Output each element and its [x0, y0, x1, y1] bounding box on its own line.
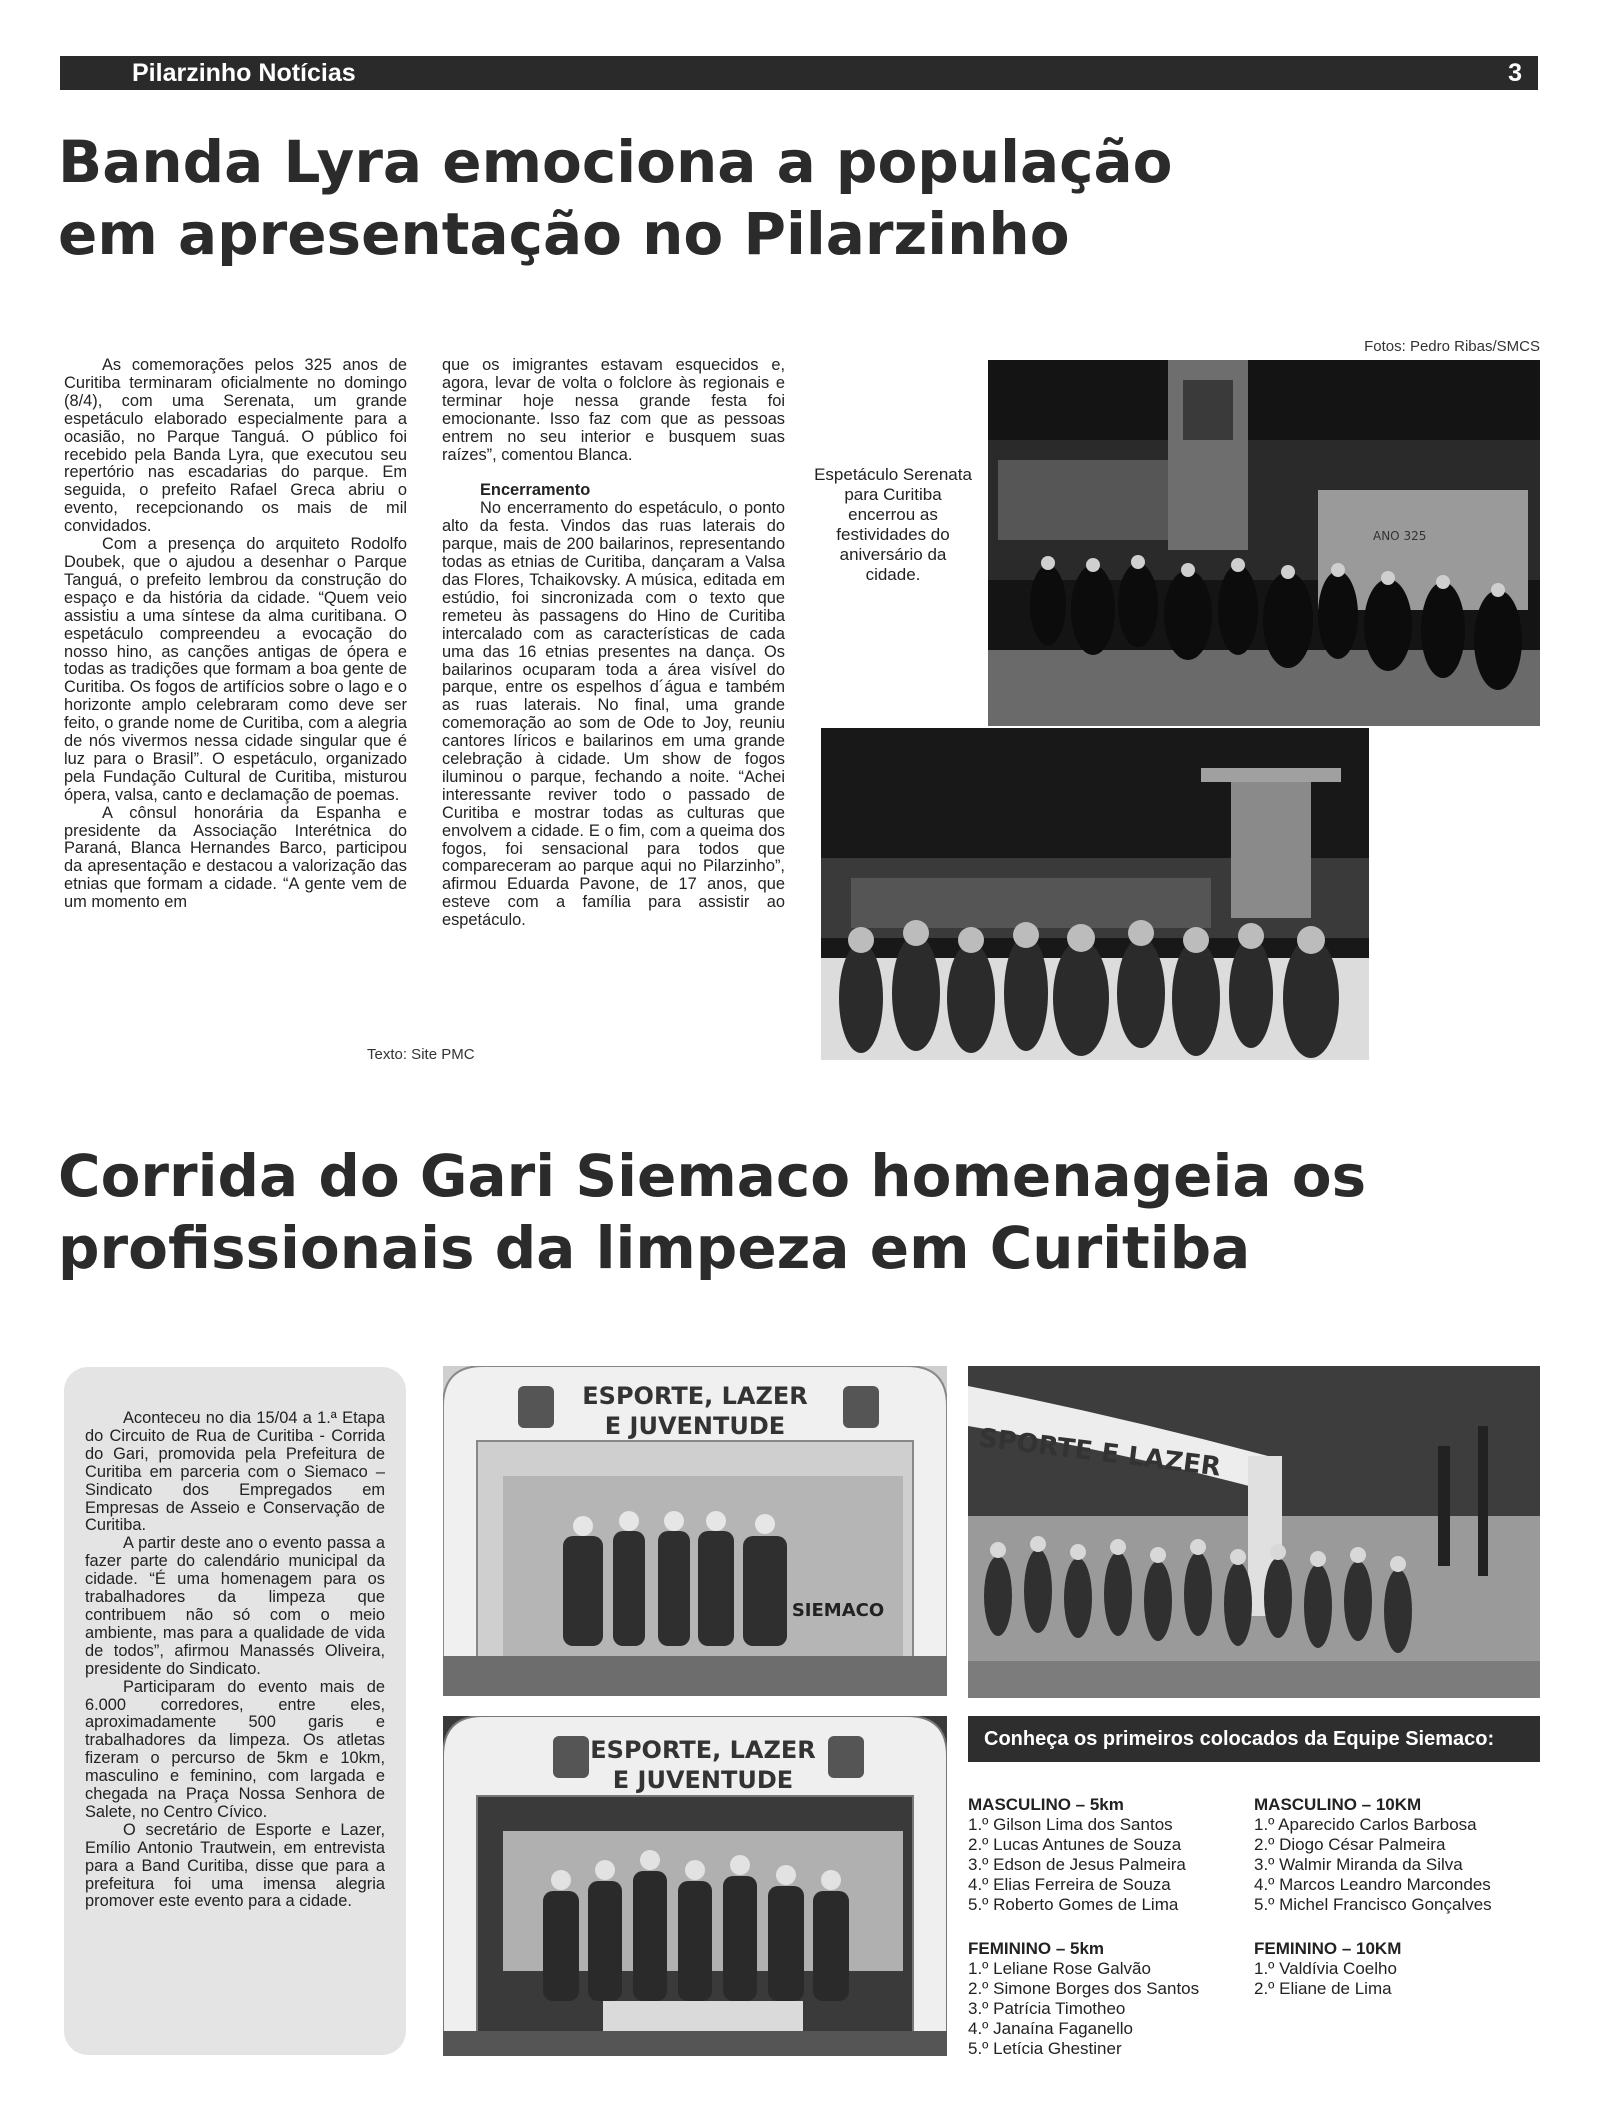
photo-podium-arch-1: [443, 1366, 947, 1696]
photo1-banner-text: ANO 325: [1373, 529, 1427, 543]
result-item: 1.º Valdívia Coelho: [1254, 1959, 1397, 1978]
article2-paragraph: Aconteceu no dia 15/04 a 1.ª Etapa do Circuito de Rua de Curitiba - Corrida do Gari, promovida pela Prefeitura de Curitiba em parceria com o Siemaco – Sindicato dos Empregados em Empresas de Asseio e Conservação de Curitiba.: [85, 1409, 385, 1535]
result-item: 2.º Simone Borges dos Santos: [968, 1979, 1200, 1998]
results-heading: MASCULINO – 5km: [968, 1795, 1124, 1814]
result-item: 2.º Lucas Antunes de Souza: [968, 1835, 1182, 1854]
results-fem-10km: [1254, 1939, 1540, 1999]
result-item: 5.º Letícia Ghestiner: [968, 2039, 1122, 2058]
results-heading: FEMININO – 5km: [968, 1939, 1105, 1958]
article2-body: [85, 1410, 385, 1911]
article1-subheading: Encerramento: [480, 481, 591, 500]
article1-headline-line2: em apresentação no Pilarzinho: [58, 200, 1070, 268]
page-header-bar: [60, 56, 1538, 90]
publication-name: Pilarzinho Notícias: [132, 59, 356, 87]
results-masc-5km: [968, 1795, 1248, 1915]
result-item: 4.º Janaína Faganello: [968, 2019, 1133, 2038]
arch-text-line1b: ESPORTE, LAZER: [590, 1736, 816, 1764]
article1-headline: [58, 126, 1258, 270]
result-item: 2.º Diogo César Palmeira: [1254, 1835, 1446, 1854]
result-item: 1.º Gilson Lima dos Santos: [968, 1815, 1173, 1834]
photo-runners-start: [968, 1366, 1540, 1698]
article1-paragraph: que os imigrantes estavam esquecidos e, agora, levar de volta o folclore às regionais e terminar hoje nessa grande festa foi emocionante. Isso faz com que as pessoas entrem no seu interior e busquem suas raízes”, comentou Blanca.: [442, 356, 785, 464]
photo-group-celebration: [821, 728, 1369, 1060]
article1-headline-line1: Banda Lyra emociona a população: [58, 128, 1173, 196]
article1-column-2: [442, 357, 785, 930]
result-item: 1.º Leliane Rose Galvão: [968, 1959, 1151, 1978]
results-title-bar: Conheça os primeiros colocados da Equipe Siemaco:: [968, 1716, 1540, 1762]
article2-paragraph: Participaram do evento mais de 6.000 corredores, entre eles, aproximadamente 500 garis e trabalhadores da limpeza. Os atletas fizeram o percurso de 5km e 10km, masculino e feminino, com largada e chegada na Praça Nossa Senhora de Salete, no Centro Cívico.: [85, 1677, 385, 1821]
result-item: 4.º Elias Ferreira de Souza: [968, 1875, 1171, 1894]
article1-paragraph: A cônsul honorária da Espanha e presidente da Associação Interétnica do Paraná, Blanca Hernandes Barco, participou da apresentação e destacou a valorização das etnias que formam a cidade. “A gente vem de um momento em: [64, 803, 407, 912]
photo-caption: Espetáculo Serenata para Curitiba encerrou as festividades do aniversário da cidade.: [814, 465, 972, 584]
result-item: 3.º Patrícia Timotheo: [968, 1999, 1126, 2018]
article1-column-1: [64, 357, 407, 912]
article1-paragraph: As comemorações pelos 325 anos de Curitiba terminaram oficialmente no domingo (8/4), com uma Serenata, um grande espetáculo elaborado especialmente para a ocasião, no Parque Tanguá. O público foi recebido pela Banda Lyra, que executou seu repertório nas escadarias do parque. Em seguida, o prefeito Rafael Greca abriu o evento, recepcionando os mais de mil convidados.: [64, 356, 407, 536]
photo-dancers-stage: [988, 360, 1540, 726]
result-item: 1.º Aparecido Carlos Barbosa: [1254, 1815, 1477, 1834]
article1-paragraph: No encerramento do espetáculo, o ponto alto da festa. Vindos das ruas laterais do parque, mais de 200 bailarinos, representando todas as etnias de Curitiba, dançaram a Valsa das Flores, Tchaikovsky. A música, editada em estúdio, foi sincronizada com o texto que remeteu às passagens do Hino de Curitiba intercalado com as características de cada uma das 16 etnias presentes na dança. Os bailarinos ocuparam toda a área visível do parque, entre os espelhos d´água e também as ruas laterais. No final, uma grande comemoração ao som de Ode to Joy, reuniu cantores líricos e bailarinos em uma grande celebração à cidade. Um show de fogos iluminou o parque, fechando a noite. “Achei interessante reviver todo o passado de Curitiba e mostrar todas as culturas que envolvem a cidade. E o fim, com a queima dos fogos, foi sensacional para todos que compareceram ao parque aqui no Pilarzinho”, afirmou Eduarda Pavone, de 17 anos, que esteve com a família para assistir ao espetáculo.: [442, 499, 785, 930]
article2-headline-line1: Corrida do Gari Siemaco homenageia os: [58, 1142, 1367, 1210]
text-credit: Texto: Site PMC: [367, 1046, 475, 1063]
result-item: 3.º Walmir Miranda da Silva: [1254, 1855, 1463, 1874]
photo-podium-arch-2: [443, 1716, 947, 2056]
page-number: 3: [1508, 59, 1522, 87]
arch-text-line1: ESPORTE, LAZER: [582, 1382, 808, 1410]
photo-credit: Fotos: Pedro Ribas/SMCS: [1364, 338, 1540, 355]
results-heading: MASCULINO – 10KM: [1254, 1795, 1422, 1814]
article1-paragraph: Com a presença do arquiteto Rodolfo Doubek, que o ajudou a desenhar o Parque Tanguá, o prefeito lembrou da construção do espaço e da história da cidade. “Quem veio assistiu a uma síntese da alma curitibana. O espetáculo compreendeu a evocação do nosso hino, as canções antigas de ópera e todas as tradições que formam a boa gente de Curitiba. Os fogos de artifícios sobre o lago e o horizonte amplo celebraram como deve ser feito, o grande nome de Curitiba, com a alegria de nós vivermos nessa cidade singular que é luz para o Brasil”. O espetáculo, organizado pela Fundação Cultural de Curitiba, misturou ópera, valsa, canto e declamação de poemas.: [64, 535, 407, 804]
result-item: 2.º Eliane de Lima: [1254, 1979, 1392, 1998]
result-item: 5.º Michel Francisco Gonçalves: [1254, 1895, 1492, 1914]
result-item: 5.º Roberto Gomes de Lima: [968, 1895, 1179, 1914]
results-fem-5km: [968, 1939, 1248, 2059]
article2-paragraph: A partir deste ano o evento passa a fazer parte do calendário municipal da cidade. “É uma homenagem para os trabalhadores da limpeza que contribuem não só com o meio ambiente, mas para a qualidade de vida de todos”, afirmou Manassés Oliveira, presidente do Sindicato.: [85, 1534, 385, 1678]
article2-headline-line2: profissionais da limpeza em Curitiba: [58, 1214, 1251, 1282]
article2-sidebar-box: [64, 1367, 406, 2055]
arch-text-line2b: E JUVENTUDE: [612, 1766, 794, 1794]
sponsor-text: SIEMACO: [791, 1600, 885, 1621]
article2-headline: [58, 1140, 1458, 1284]
arch-text-line3: SPORTE E LAZER: [977, 1423, 1223, 1483]
results-heading: FEMININO – 10KM: [1254, 1939, 1402, 1958]
article2-paragraph: O secretário de Esporte e Lazer, Emílio Antonio Trautwein, em entrevista para a Band Curitiba, disse que para a prefeitura foi uma imensa alegria promover este evento para a cidade.: [85, 1820, 385, 1911]
result-item: 3.º Edson de Jesus Palmeira: [968, 1855, 1186, 1874]
results-masc-10km: [1254, 1795, 1540, 1915]
arch-text-line2: E JUVENTUDE: [604, 1412, 786, 1440]
result-item: 4.º Marcos Leandro Marcondes: [1254, 1875, 1491, 1894]
